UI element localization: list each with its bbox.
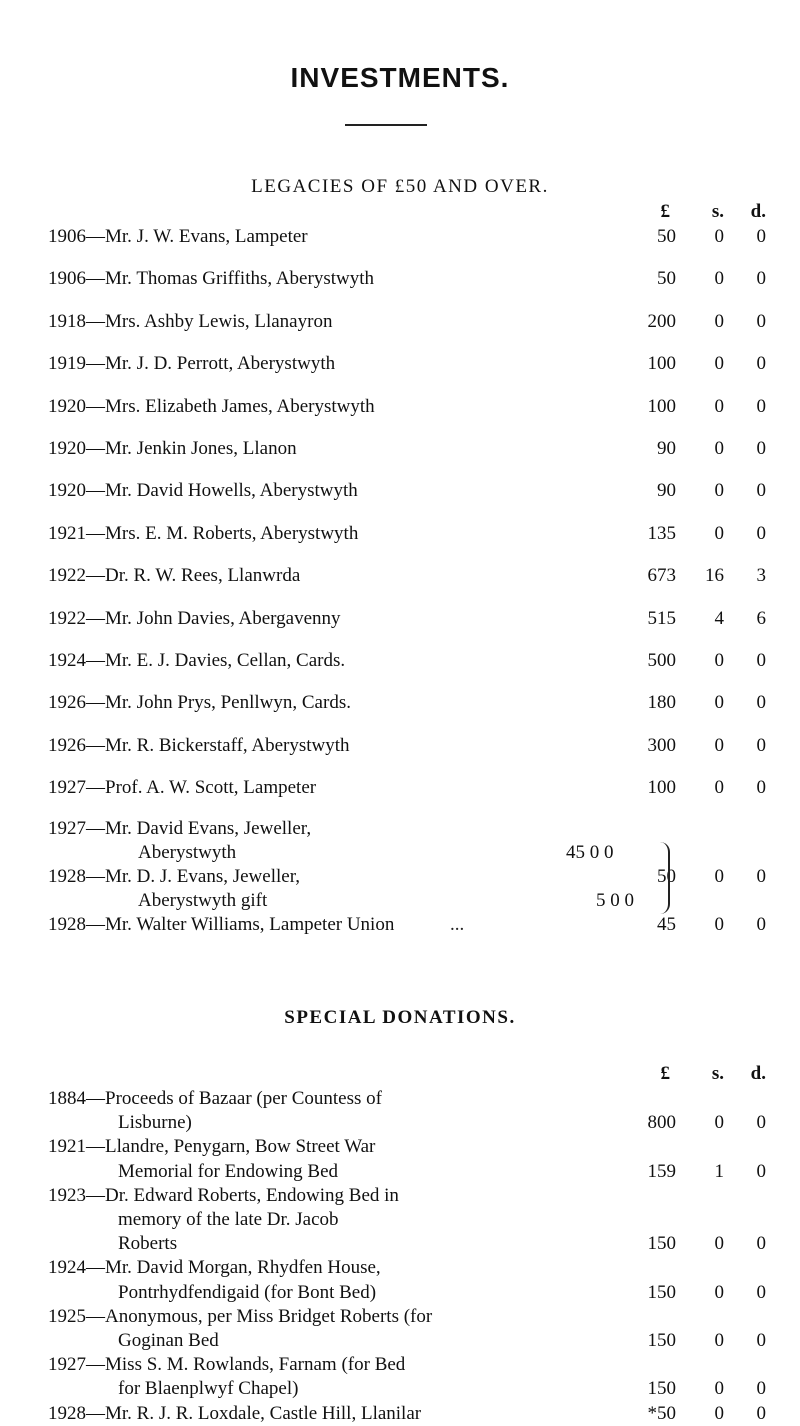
legacy-group-line4: Aberystwyth gift 5 0 0 [138, 890, 634, 911]
legacy-row: 1924—Mr. E. J. Davies, Cellan, Cards. 500 0 0 [48, 650, 766, 671]
legacy-row: 1921—Mrs. E. M. Roberts, Aberystwyth 135 0 0 [48, 523, 766, 544]
donation-line: memory of the late Dr. Jacob [118, 1209, 339, 1230]
col-pound: £ [660, 201, 670, 222]
title-divider [345, 124, 427, 126]
donations-heading: SPECIAL DONATIONS. [284, 1007, 516, 1028]
donation-line: Lisburne) 800 0 0 [118, 1112, 766, 1133]
donation-line: 1925—Anonymous, per Miss Bridget Roberts (for [48, 1306, 433, 1327]
donation-line: 1923—Dr. Edward Roberts, Endowing Bed in [48, 1185, 399, 1206]
legacy-row: 1922—Mr. John Davies, Abergavenny 515 4 6 [48, 608, 766, 629]
donation-line: 1927—Miss S. M. Rowlands, Farnam (for Bed [48, 1354, 406, 1375]
col-pence: d. [750, 201, 766, 222]
legacy-row: 1920—Mrs. Elizabeth James, Aberystwyth 100 0 0 [48, 396, 766, 417]
donation-line: Memorial for Endowing Bed 159 1 0 [118, 1161, 766, 1182]
donation-line: Goginan Bed 150 0 0 [118, 1330, 766, 1351]
donation-line: 1921—Llandre, Penygarn, Bow Street War [48, 1136, 376, 1157]
legacies-heading: LEGACIES OF £50 AND OVER. [251, 176, 549, 197]
donation-line: Pontrhydfendigaid (for Bont Bed) 150 0 0 [118, 1282, 766, 1303]
donation-line: for Blaenplwyf Chapel) 150 0 0 [118, 1378, 766, 1399]
legacy-group-line3: 1928—Mr. D. J. Evans, Jeweller, 50 0 0 [48, 866, 766, 887]
legacy-amount-pounds: 50 [657, 866, 676, 887]
legacy-row: 1918—Mrs. Ashby Lewis, Llanayron 200 0 0 [48, 311, 766, 332]
legacy-row: 1926—Mr. John Prys, Penllwyn, Cards. 180 0 0 [48, 692, 766, 713]
col-shillings: s. [711, 201, 724, 222]
legacies-column-headers [0, 200, 800, 224]
page-title: INVESTMENTS. [290, 62, 510, 93]
donations-column-headers: £ s. d. [660, 1063, 766, 1084]
donation-line: 1924—Mr. David Morgan, Rhydfen House, [48, 1257, 381, 1278]
legacy-group-line1: 1927—Mr. David Evans, Jeweller, [48, 818, 312, 839]
legacy-group-line2: Aberystwyth 45 0 0 [138, 842, 614, 863]
legacy-row: 1906—Mr. J. W. Evans, Lampeter 50 0 0 [48, 226, 766, 247]
grouping-brace [658, 842, 670, 914]
legacy-row: 1920—Mr. Jenkin Jones, Llanon 90 0 0 [48, 438, 766, 459]
donation-line: 1884—Proceeds of Bazaar (per Countess of [48, 1088, 382, 1109]
donation-line: Roberts 150 0 0 [118, 1233, 766, 1254]
legacy-row-last: 1928—Mr. Walter Williams, Lampeter Union ... 45 0 0 [48, 914, 766, 935]
donation-line: 1928—Mr. R. J. R. Loxdale, Castle Hill, Llanilar *50 0 0 [48, 1403, 766, 1424]
legacy-row: 1926—Mr. R. Bickerstaff, Aberystwyth 300 0 0 [48, 735, 766, 756]
legacy-row: 1906—Mr. Thomas Griffiths, Aberystwyth 50 0 0 [48, 268, 766, 289]
legacy-row: 1927—Prof. A. W. Scott, Lampeter 100 0 0 [48, 777, 766, 798]
legacy-row: 1922—Dr. R. W. Rees, Llanwrda 673 16 3 [48, 565, 766, 586]
legacy-row: 1919—Mr. J. D. Perrott, Aberystwyth 100 0 0 [48, 353, 766, 374]
legacy-row: 1920—Mr. David Howells, Aberystwyth 90 0 0 [48, 480, 766, 501]
